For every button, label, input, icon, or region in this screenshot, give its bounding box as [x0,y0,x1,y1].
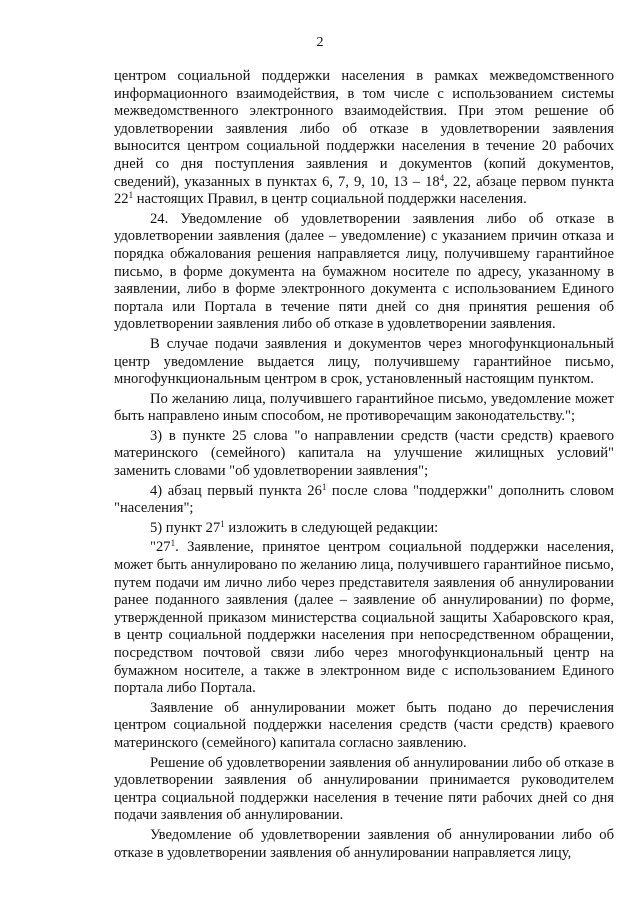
paragraph-other-method: По желанию лица, получившего гарантийное письмо, уведомление может быть направлено иным способом, не противоречащим законодательству."; [114,390,614,425]
paragraph-mfc: В случае подачи заявления и документов через многофункциональный центр уведомление выдается лицу, получившему гарантийное письмо, многофункциональным центром в срок, установленный настоящим пунктом. [114,335,614,388]
paragraph-continuation [114,68,614,209]
paragraph-text: центром социальной поддержки населения в рамках межведомственного информационного взаимодействия, в том числе с использованием системы межведомственного электронного взаимодействия. При этом решение об удовлетворении заявления либо об отказе в удовлетворении заявления выносится центром социальной поддержки населения в течение 20 рабочих дней со дня поступления заявления и документов (копий документов, сведений), указанных в пунктах 6, 7, 9, 10, 13 – 18 [114,68,614,190]
paragraph-amendment-3: 3) в пункте 25 слова "о направлении средств (части средств) краевого материнского (семейного) капитала на улучшение жилищных условий" заменить словами "об удовлетворении заявления"; [114,427,614,480]
superscript: 1 [220,518,225,529]
document-body [114,68,614,862]
superscript: 4 [439,172,445,183]
paragraph-text: "27 [150,539,171,556]
paragraph-amendment-5 [114,520,614,538]
paragraph-text: 4) абзац первый пункта 26 [150,482,322,499]
superscript: 1 [128,190,134,201]
paragraph-item-24: 24. Уведомление об удовлетворении заявления либо об отказе в удовлетворении заявления (далее – уведомление) с указанием причин отказа и порядка обжалования решения направляется лицу, получившему гарантийное письмо, в форме документа на бумажном носителе по адресу, указанному в заявлении, либо в форме электронного документа с использованием Единого портала или Портала в течение пяти дней со дня принятия решения об удовлетворении заявления либо об отказе в удовлетворении заявления. [114,210,614,333]
paragraph-text: настоящих Правил, в центр социальной поддержки населения. [133,191,527,208]
paragraph-text: . Заявление, принятое центром социальной поддержки населения, может быть аннулировано по желанию лица, получившего гарантийное письмо, путем подачи им лично либо через представителя заявления об аннулировании ранее поданного заявления (далее – заявление об аннулировании) по форме, утвержденной приказом министерства социальной защиты Хабаровского края, в центр социальной поддержки населения при непосредственном обращении, посредством почтовой связи либо через многофункциональный центр на бумажном носителе, а также в электронном виде с использованием Единого портала либо Портала. [114,539,614,697]
superscript: 1 [170,538,176,549]
paragraph-text: 5) пункт 27 [150,519,221,536]
paragraph-text: , 22, абзаце первом пункта 22 [114,173,614,208]
paragraph-text: изложить в следующей редакции: [224,519,439,536]
paragraph-annulment-deadline: Заявление об аннулировании может быть подано до перечисления центром социальной поддержки населения средств (части средств) краевого материнского (семейного) капитала согласно заявлению. [114,699,614,751]
paragraph-item-27-1 [114,539,614,697]
paragraph-annulment-decision: Решение об удовлетворении заявления об аннулировании либо об отказе в удовлетворении заявления об аннулировании принимается руководителем центра социальной поддержки населения в течение пяти рабочих дней со дня подачи заявления об аннулировании. [114,754,614,824]
page-number: 2 [316,35,324,50]
paragraph-amendment-4 [114,483,614,518]
paragraph-annulment-notice: Уведомление об удовлетворении заявления об аннулировании либо об отказе в удовлетворении заявления об аннулировании направляется лицу, [114,826,614,861]
paragraph-text: после слова "поддержки" дополнить словом "населения"; [114,482,614,517]
superscript: 1 [321,481,327,492]
